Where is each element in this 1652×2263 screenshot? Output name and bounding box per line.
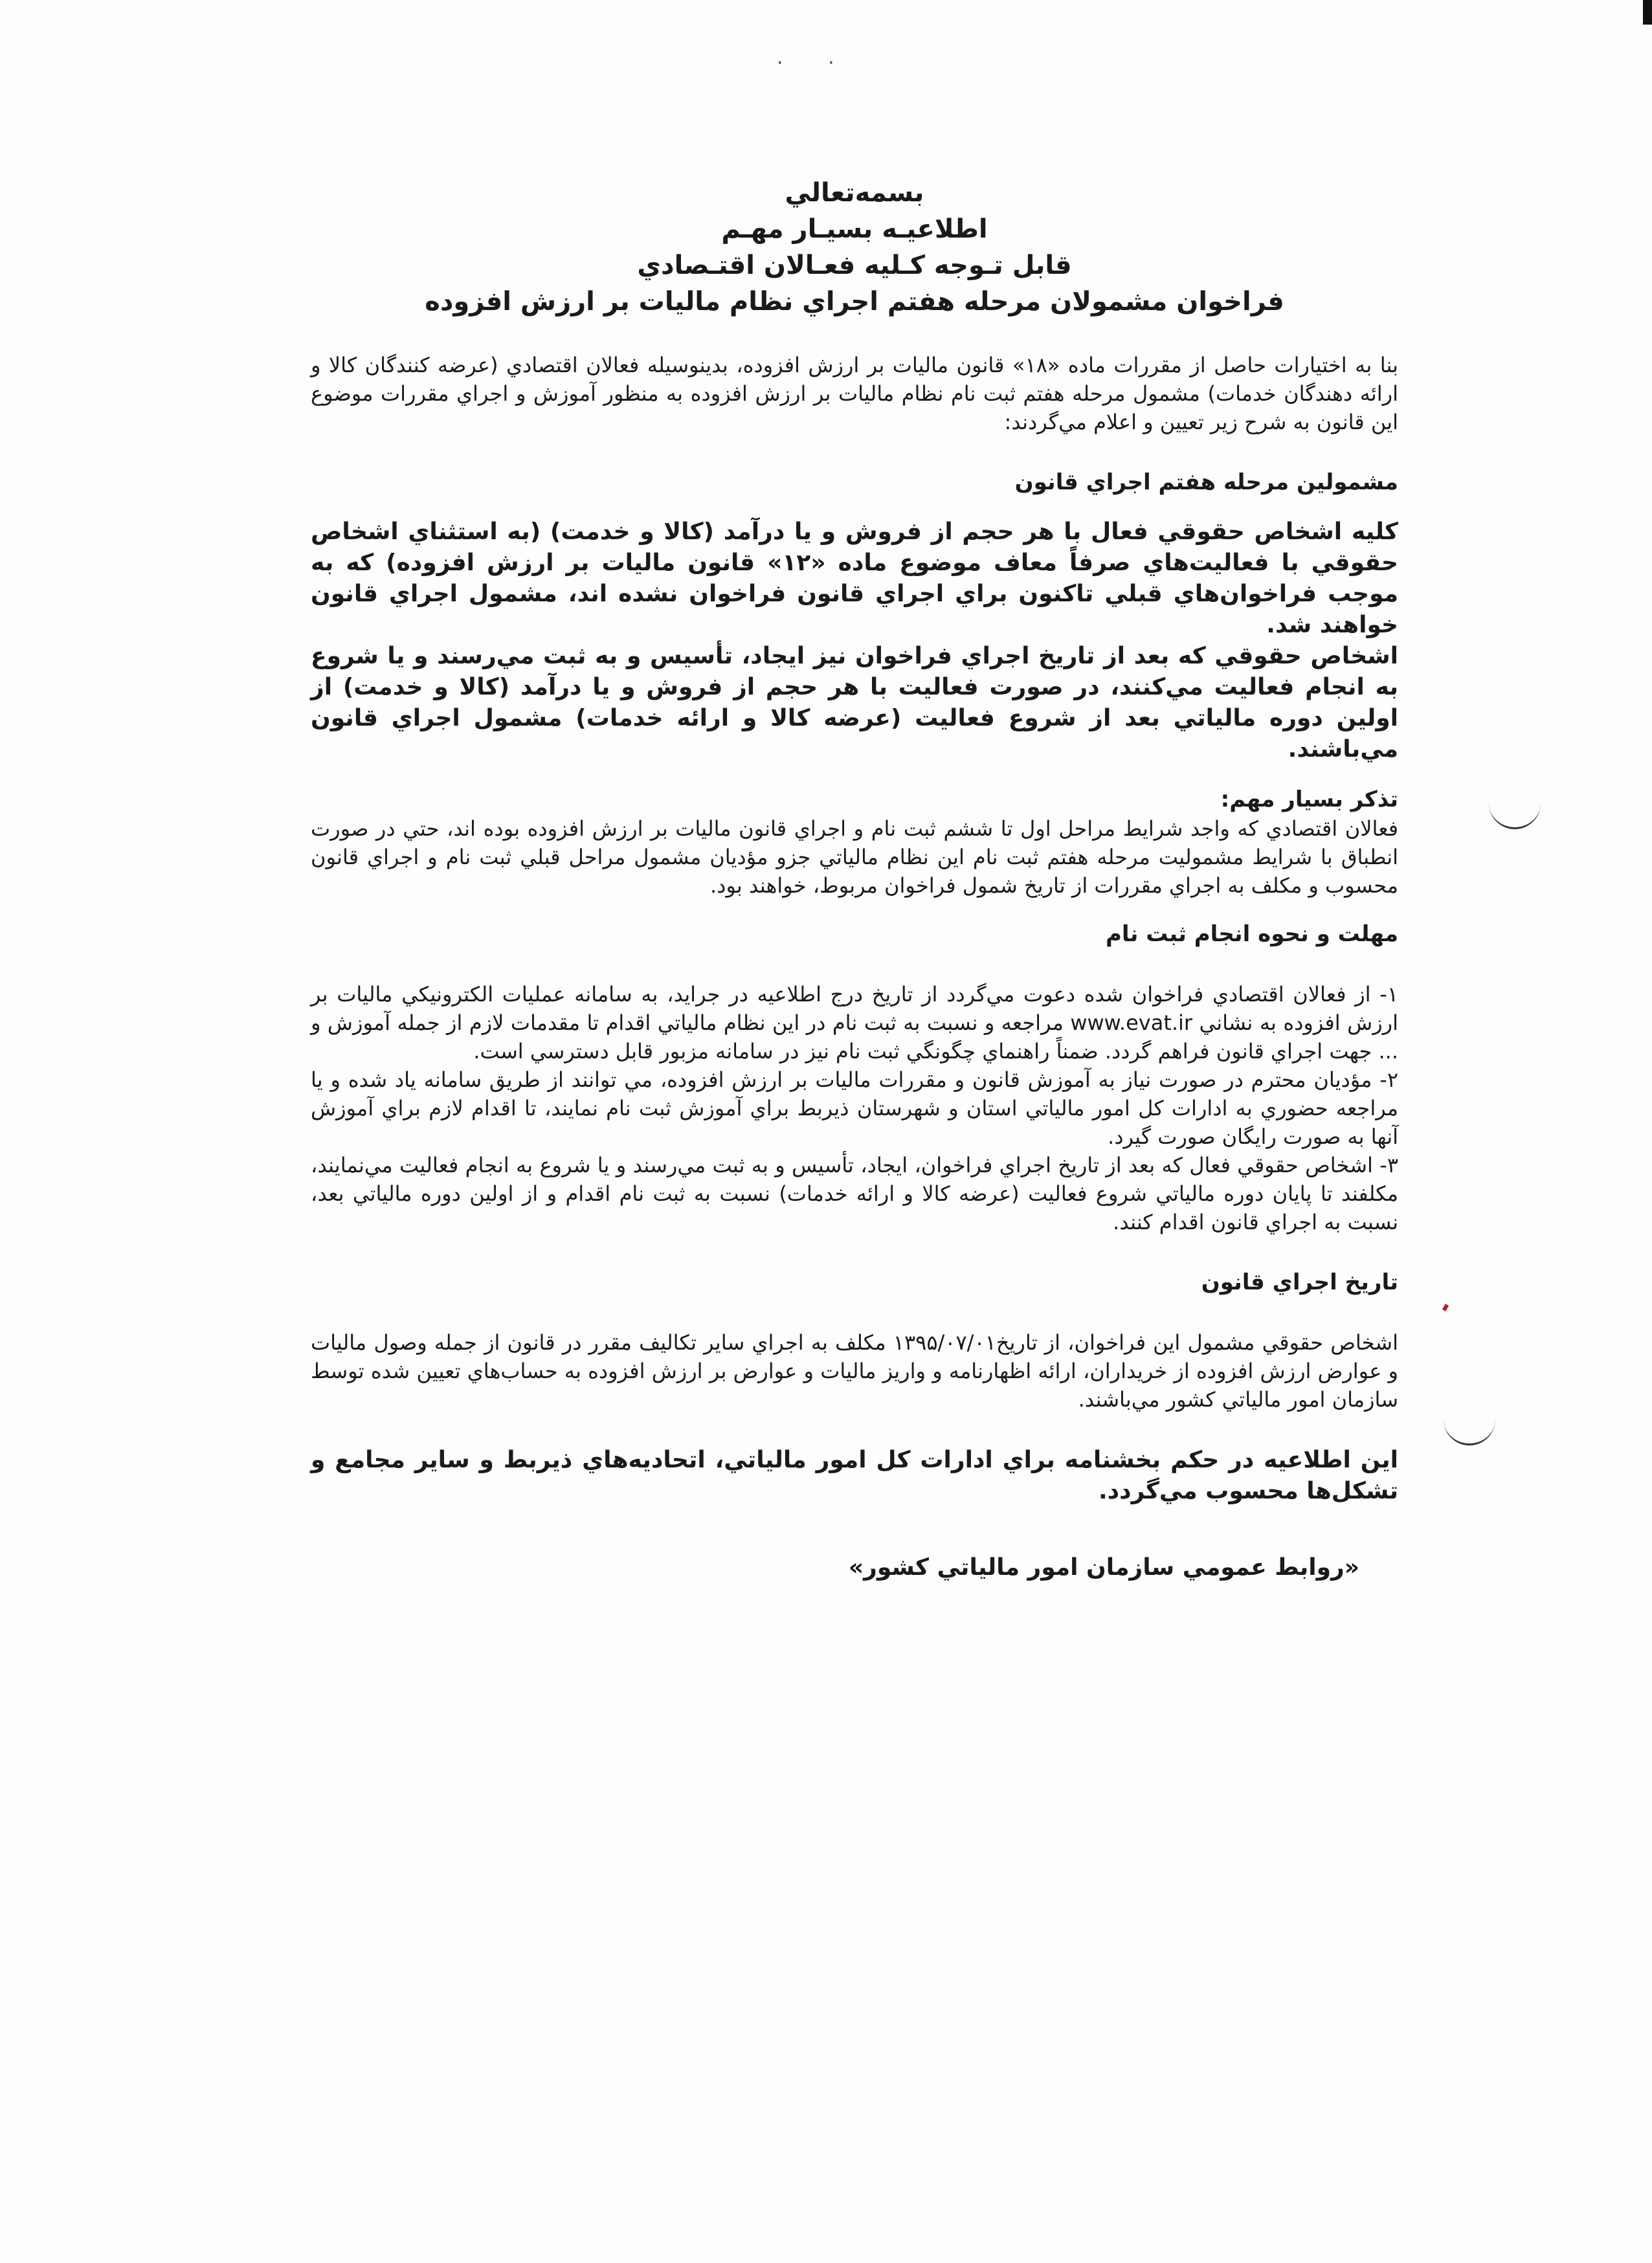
circular-notice: اين اطلاعيه در حكم بخشنامه براي ادارات كل امور مالياتي، اتحاديه‌هاي ذيربط و ساير مجامع و تشكل‌ها محسوب مي‌گردد.	[311, 1447, 1398, 1504]
red-pen-tick	[1442, 1304, 1449, 1311]
deadline-item-1-text-a: ۱- از فعالان اقتصادي فراخوان شده دعوت مي‌گردد از تاريخ درج اطلاعيه در جرايد، به سامانه عمليات الكترونيكي ماليات بر ارزش افزوده به نشاني	[311, 982, 1399, 1035]
evat-website-link[interactable]: www.evat.ir	[1070, 1010, 1193, 1035]
intro-paragraph: بنا به اختيارات حاصل از مقررات ماده «۱۸» قانون ماليات بر ارزش افزوده، بدينوسيله فعالان اقتصادي (عرضه كنندگان كالا و ارائه دهندگان خدمات) مشمول مرحله هفتم ثبت نام نظام ماليات بر ارزش افزوده به منظور آموزش و اجراي مقررات موضوع اين قانون به شرح زير تعيين و اعلام مي‌گردند:	[311, 353, 1399, 434]
signature-public-relations: «روابط عمومي سازمان امور مالياتي كشور»	[848, 1554, 1359, 1581]
document-header	[311, 175, 1398, 320]
section-heading-implementation-date: تاريخ اجراي قانون	[1201, 1269, 1398, 1295]
implementation-paragraph: اشخاص حقوقي مشمول اين فراخوان، از تاريخ۱۳۹۵/۰۷/۰۱ مكلف به اجراي ساير تكاليف مقرر در قانون از جمله وصول ماليات و عوارض ارزش افزوده از خريداران، ارائه اظهارنامه و واريز ماليات و عوارض بر ارزش افزوده به حساب‌هاي تعيين شده توسط سازمان امور مالياتي كشور مي‌باشند.	[311, 1330, 1399, 1412]
document-body	[311, 175, 1398, 1583]
section-heading-eligible: مشمولين مرحله هفتم اجراي قانون	[1014, 469, 1398, 495]
header-basmala: بسمه‌تعالي	[785, 178, 924, 208]
reminder-heading: تذكر بسيار مهم:	[1220, 786, 1398, 812]
scan-edge-mark	[1643, 0, 1652, 25]
reminder-paragraph: فعالان اقتصادي كه واجد شرايط مراحل اول تا ششم ثبت نام و اجراي قانون ماليات بر ارزش افزوده بوده اند، حتي در صورت انطباق با شرايط مشموليت مرحله هفتم ثبت نام اين نظام مالياتي جزو مؤديان مشمول مراحل قبلي ثبت نام و اجراي قانون محسوب و مكلف به اجراي مقررات از تاريخ شمول فراخوان مربوط، خواهند بود.	[311, 816, 1398, 898]
header-important-notice: اطلاعيـه بسيـار مهـم	[721, 214, 988, 244]
header-attention-line: قابل تـوجه كـليه فعـالان اقتـصادي	[637, 251, 1072, 280]
eligible-paragraph-2: اشخاص حقوقي كه بعد از تاريخ اجراي فراخوان نيز ايجاد، تأسيس و به ثبت مي‌رسند و يا شروع به انجام فعاليت مي‌كنند، در صورت فعاليت با هر حجم از فروش و يا درآمد (كالا و خدمت) از اولين دوره مالياتي بعد از شروع فعاليت (عرضه كالا و ارائه خدمات) مشمول اجراي قانون مي‌باشند.	[311, 643, 1398, 763]
deadline-item-1-text-b: مراجعه و نسبت به ثبت نام در اين نظام مالياتي اقدام تا مقدمات لازم از جمله آموزش و ... جهت اجراي قانون فراهم گردد. ضمناً راهنماي چگونگي ثبت نام نيز در سامانه مزبور قابل دسترسي است.	[311, 1010, 1398, 1064]
scan-specks: · ·	[777, 52, 854, 74]
deadline-item-3: ۳- اشخاص حقوقي فعال كه بعد از تاريخ اجراي فراخوان، ايجاد، تأسيس و به ثبت مي‌رسند و يا شروع به انجام فعاليت مي‌نمايند، مكلفند تا پايان دوره مالياتي شروع فعاليت (عرضه كالا و ارائه خدمات) نسبت به ثبت نام اقدام و از اولين دوره مالياتي بعد، نسبت به اجراي قانون اقدام كنند.	[311, 1153, 1398, 1234]
margin-pen-mark	[1444, 1411, 1495, 1445]
eligible-paragraph-1: كليه اشخاص حقوقي فعال با هر حجم از فروش و يا درآمد (كالا و خدمت) (به استثناي اشخاص حقوقي با فعاليت‌هاي صرفاً معاف موضوع ماده «۱۲» قانون ماليات بر ارزش افزوده) كه به موجب فراخوان‌هاي قبلي تاكنون براي اجراي قانون فراخوان نشده اند، مشمول اجراي قانون خواهند شد.	[311, 518, 1398, 638]
deadline-item-1	[311, 980, 1398, 1065]
deadline-item-2: ۲- مؤديان محترم در صورت نياز به آموزش قانون و مقررات ماليات بر ارزش افزوده، مي توانند از طريق سامانه ياد شده و يا مراجعه حضوري به ادارات كل امور مالياتي استان و شهرستان ذيربط براي آموزش ثبت نام نمايند، تا اقدام لازم براي آموزش آنها به صورت رايگان صورت گيرد.	[311, 1067, 1398, 1149]
section-heading-deadline: مهلت و نحوه انجام ثبت نام	[1105, 921, 1398, 947]
header-title: فراخوان مشمولان مرحله هفتم اجراي نظام ماليات بر ارزش افزوده	[425, 287, 1284, 317]
margin-pen-mark	[1489, 795, 1541, 829]
